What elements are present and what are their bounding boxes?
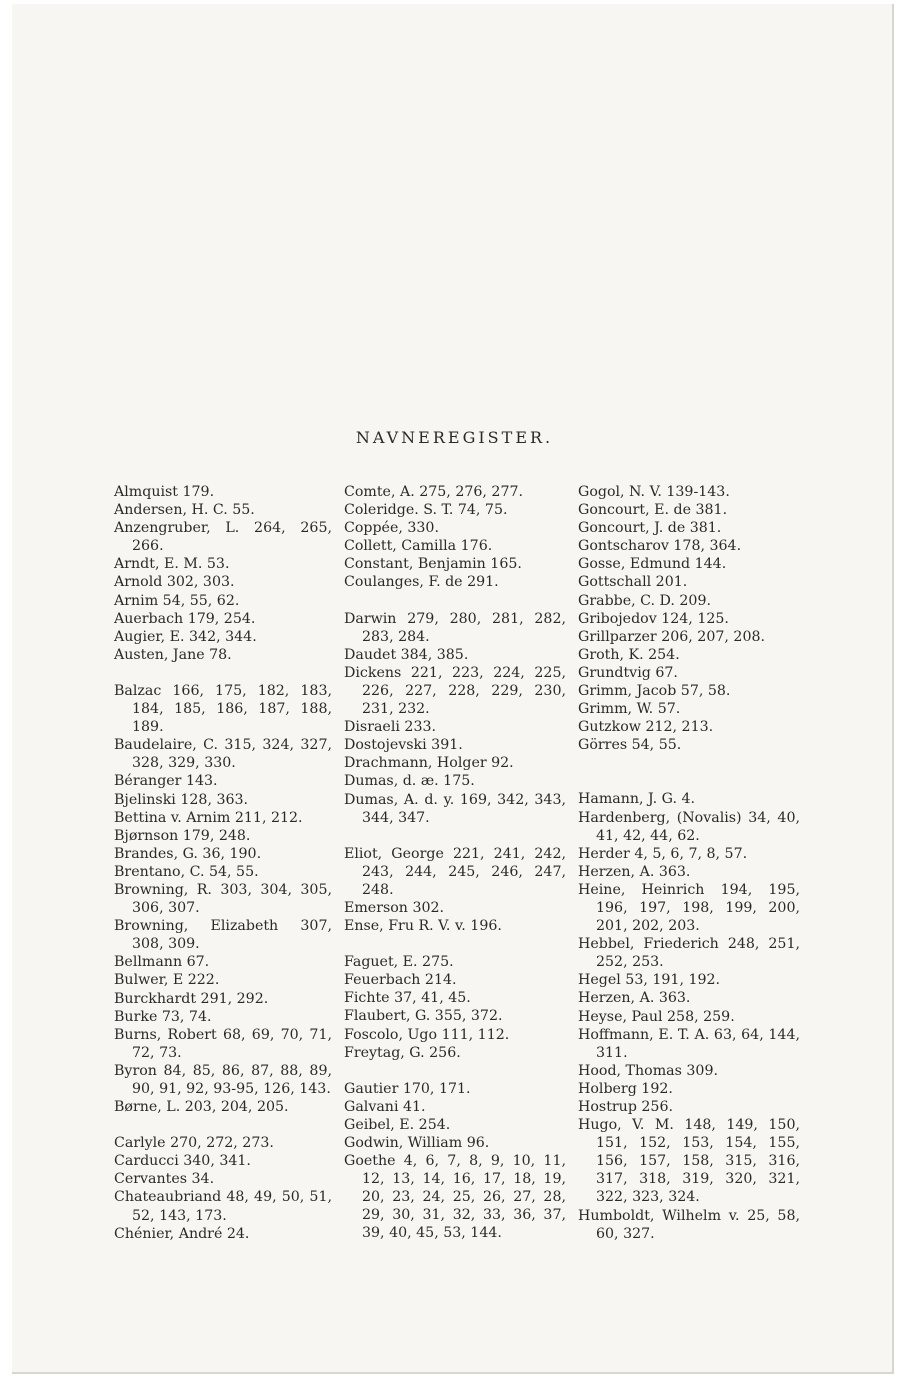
index-entry: Bettina v. Arnim 211, 212.: [114, 809, 303, 826]
index-entry: Coppée, 330.: [344, 520, 439, 537]
index-entry: Grimm, Jacob 57, 58.: [578, 683, 731, 700]
index-entry: Browning, Elizabeth 307, 308, 309.: [114, 918, 332, 953]
index-entry: Goncourt, J. de 381.: [578, 520, 722, 537]
index-entry: Hood, Thomas 309.: [578, 1062, 718, 1079]
index-entry: Arnim 54, 55, 62.: [114, 592, 240, 609]
index-entry: Gosse, Edmund 144.: [578, 556, 727, 573]
index-entry: Grimm, W. 57.: [578, 701, 681, 718]
index-entry: Goethe 4, 6, 7, 8, 9, 10, 11, 12, 13, 14, 16, 17, 18, 19, 20, 23, 24, 25, 26, 27, 28, 29, 30, 31, 32, 33, 36, 37, 39, 40, 45, 53, 144.: [344, 1153, 566, 1242]
index-entry: Hebbel, Friederich 248, 251, 252, 253.: [578, 936, 800, 971]
index-entry: Bulwer, E 222.: [114, 972, 220, 989]
index-entry: Gutzkow 212, 213.: [578, 719, 714, 736]
index-entry: Cervantes 34.: [114, 1171, 215, 1188]
index-entry: Auerbach 179, 254.: [114, 610, 256, 627]
index-entry: Gontscharov 178, 364.: [578, 538, 742, 555]
index-entry: Brandes, G. 36, 190.: [114, 845, 262, 862]
index-entry: Eliot, George 221, 241, 242, 243, 244, 245, 246, 247, 248.: [344, 845, 566, 898]
index-entry: Daudet 384, 385.: [344, 646, 469, 663]
index-entry: Hamann, J. G. 4.: [578, 791, 696, 808]
index-entry: Heine, Heinrich 194, 195, 196, 197, 198, 199, 200, 201, 202, 203.: [578, 881, 800, 935]
index-entry: Chateaubriand 48, 49, 50, 51, 52, 143, 173.: [114, 1189, 332, 1224]
index-entry: Hoffmann, E. T. A. 63, 64, 144, 311.: [578, 1026, 800, 1061]
index-entry: Almquist 179.: [114, 484, 215, 500]
index-entry: Disraeli 233.: [344, 719, 437, 736]
index-entry: Humboldt, Wilhelm v. 25, 58, 60, 327.: [578, 1207, 800, 1242]
index-entry: Goncourt, E. de 381.: [578, 502, 728, 519]
index-entry: Hugo, V. M. 148, 149, 150, 151, 152, 153, 154, 155, 156, 157, 158, 315, 316, 317, 318, 319, 320, 321, 322, 323, 324.: [578, 1117, 800, 1206]
index-column-3: [578, 483, 800, 1243]
index-entry: Emerson 302.: [344, 899, 445, 916]
index-entry: Fichte 37, 41, 45.: [344, 990, 471, 1007]
index-entry: Faguet, E. 275.: [344, 954, 454, 971]
index-entry: Austen, Jane 78.: [114, 646, 232, 663]
index-entry: Freytag, G. 256.: [344, 1044, 461, 1061]
index-entry: Coleridge. S. T. 74, 75.: [344, 502, 508, 519]
index-entry: Geibel, E. 254.: [344, 1116, 451, 1133]
index-entry: Grabbe, C. D. 209.: [578, 592, 711, 609]
index-entry: Hostrup 256.: [578, 1099, 673, 1115]
index-entry: Comte, A. 275, 276, 277.: [344, 484, 524, 500]
index-entry: Dumas, A. d. y. 169, 342, 343, 344, 347.: [344, 791, 566, 826]
index-entry: Godwin, William 96.: [344, 1135, 490, 1151]
index-entry: Groth, K. 254.: [578, 646, 680, 663]
index-entry: Børne, L. 203, 204, 205.: [114, 1099, 289, 1116]
index-entry: Gogol, N. V. 139-143.: [578, 484, 730, 500]
index-entry: Gribojedov 124, 125.: [578, 610, 729, 627]
index-entry: Arndt, E. M. 53.: [114, 556, 230, 573]
page-title: NAVNEREGISTER.: [355, 428, 554, 447]
index-entry: Byron 84, 85, 86, 87, 88, 89, 90, 91, 92, 93-95, 126, 143.: [114, 1062, 332, 1097]
index-column-2: [344, 483, 566, 1243]
index-entry: Grillparzer 206, 207, 208.: [578, 628, 766, 645]
index-entry: Anzengruber, L. 264, 265, 266.: [114, 520, 332, 555]
index-entry: Feuerbach 214.: [344, 972, 457, 989]
index-entry: Herzen, A. 363.: [578, 990, 691, 1007]
index-entry: Burns, Robert 68, 69, 70, 71, 72, 73.: [114, 1026, 332, 1061]
index-entry: Béranger 143.: [114, 773, 218, 790]
index-entry: Bjørnson 179, 248.: [114, 827, 251, 844]
index-entry: Arnold 302, 303.: [114, 574, 235, 591]
index-entry: Darwin 279, 280, 281, 282, 283, 284.: [344, 610, 566, 645]
index-entry: Balzac 166, 175, 182, 183, 184, 185, 186, 187, 188, 189.: [114, 682, 332, 736]
index-entry: Carlyle 270, 272, 273.: [114, 1135, 274, 1152]
index-entry: Bjelinski 128, 363.: [114, 791, 249, 808]
index-entry: Browning, R. 303, 304, 305, 306, 307.: [114, 881, 332, 917]
index-entry: Bellmann 67.: [114, 954, 210, 971]
index-entry: Brentano, C. 54, 55.: [114, 863, 259, 880]
index-entry: Hardenberg, (Novalis) 34, 40, 41, 42, 44, 62.: [578, 809, 800, 844]
index-column-1: [114, 483, 332, 1243]
index-entry: Hegel 53, 191, 192.: [578, 972, 721, 989]
index-entry: Galvani 41.: [344, 1098, 426, 1115]
index-entry: Ense, Fru R. V. v. 196.: [344, 918, 502, 935]
index-entry: Gottschall 201.: [578, 574, 688, 591]
index-entry: Andersen, H. C. 55.: [114, 502, 255, 519]
index-entry: Herder 4, 5, 6, 7, 8, 57.: [578, 845, 748, 862]
index-entry: Görres 54, 55.: [578, 737, 682, 754]
index-entry: Dickens 221, 223, 224, 225, 226, 227, 228, 229, 230, 231, 232.: [344, 664, 566, 718]
index-entry: Coulanges, F. de 291.: [344, 574, 499, 591]
index-entry: Collett, Camilla 176.: [344, 538, 493, 555]
index-entry: Dostojevski 391.: [344, 737, 463, 754]
index-entry: Grundtvig 67.: [578, 664, 678, 681]
index-entry: Holberg 192.: [578, 1080, 673, 1097]
index-entry: Flaubert, G. 355, 372.: [344, 1008, 503, 1025]
index-entry: Constant, Benjamin 165.: [344, 556, 522, 573]
index-entry: Burke 73, 74.: [114, 1008, 212, 1025]
index-entry: Dumas, d. æ. 175.: [344, 773, 475, 790]
index-entry: Foscolo, Ugo 111, 112.: [344, 1026, 510, 1043]
index-entry: Augier, E. 342, 344.: [114, 628, 257, 645]
index-entry: Heyse, Paul 258, 259.: [578, 1008, 735, 1025]
index-entry: Baudelaire, C. 315, 324, 327, 328, 329, 330.: [114, 737, 332, 772]
index-entry: Drachmann, Holger 92.: [344, 755, 514, 772]
index-entry: Burckhardt 291, 292.: [114, 990, 269, 1007]
index-entry: Chénier, André 24.: [114, 1225, 250, 1242]
index-entry: Carducci 340, 341.: [114, 1153, 251, 1170]
index-entry: Gautier 170, 171.: [344, 1080, 471, 1097]
index-entry: Herzen, A. 363.: [578, 863, 691, 880]
